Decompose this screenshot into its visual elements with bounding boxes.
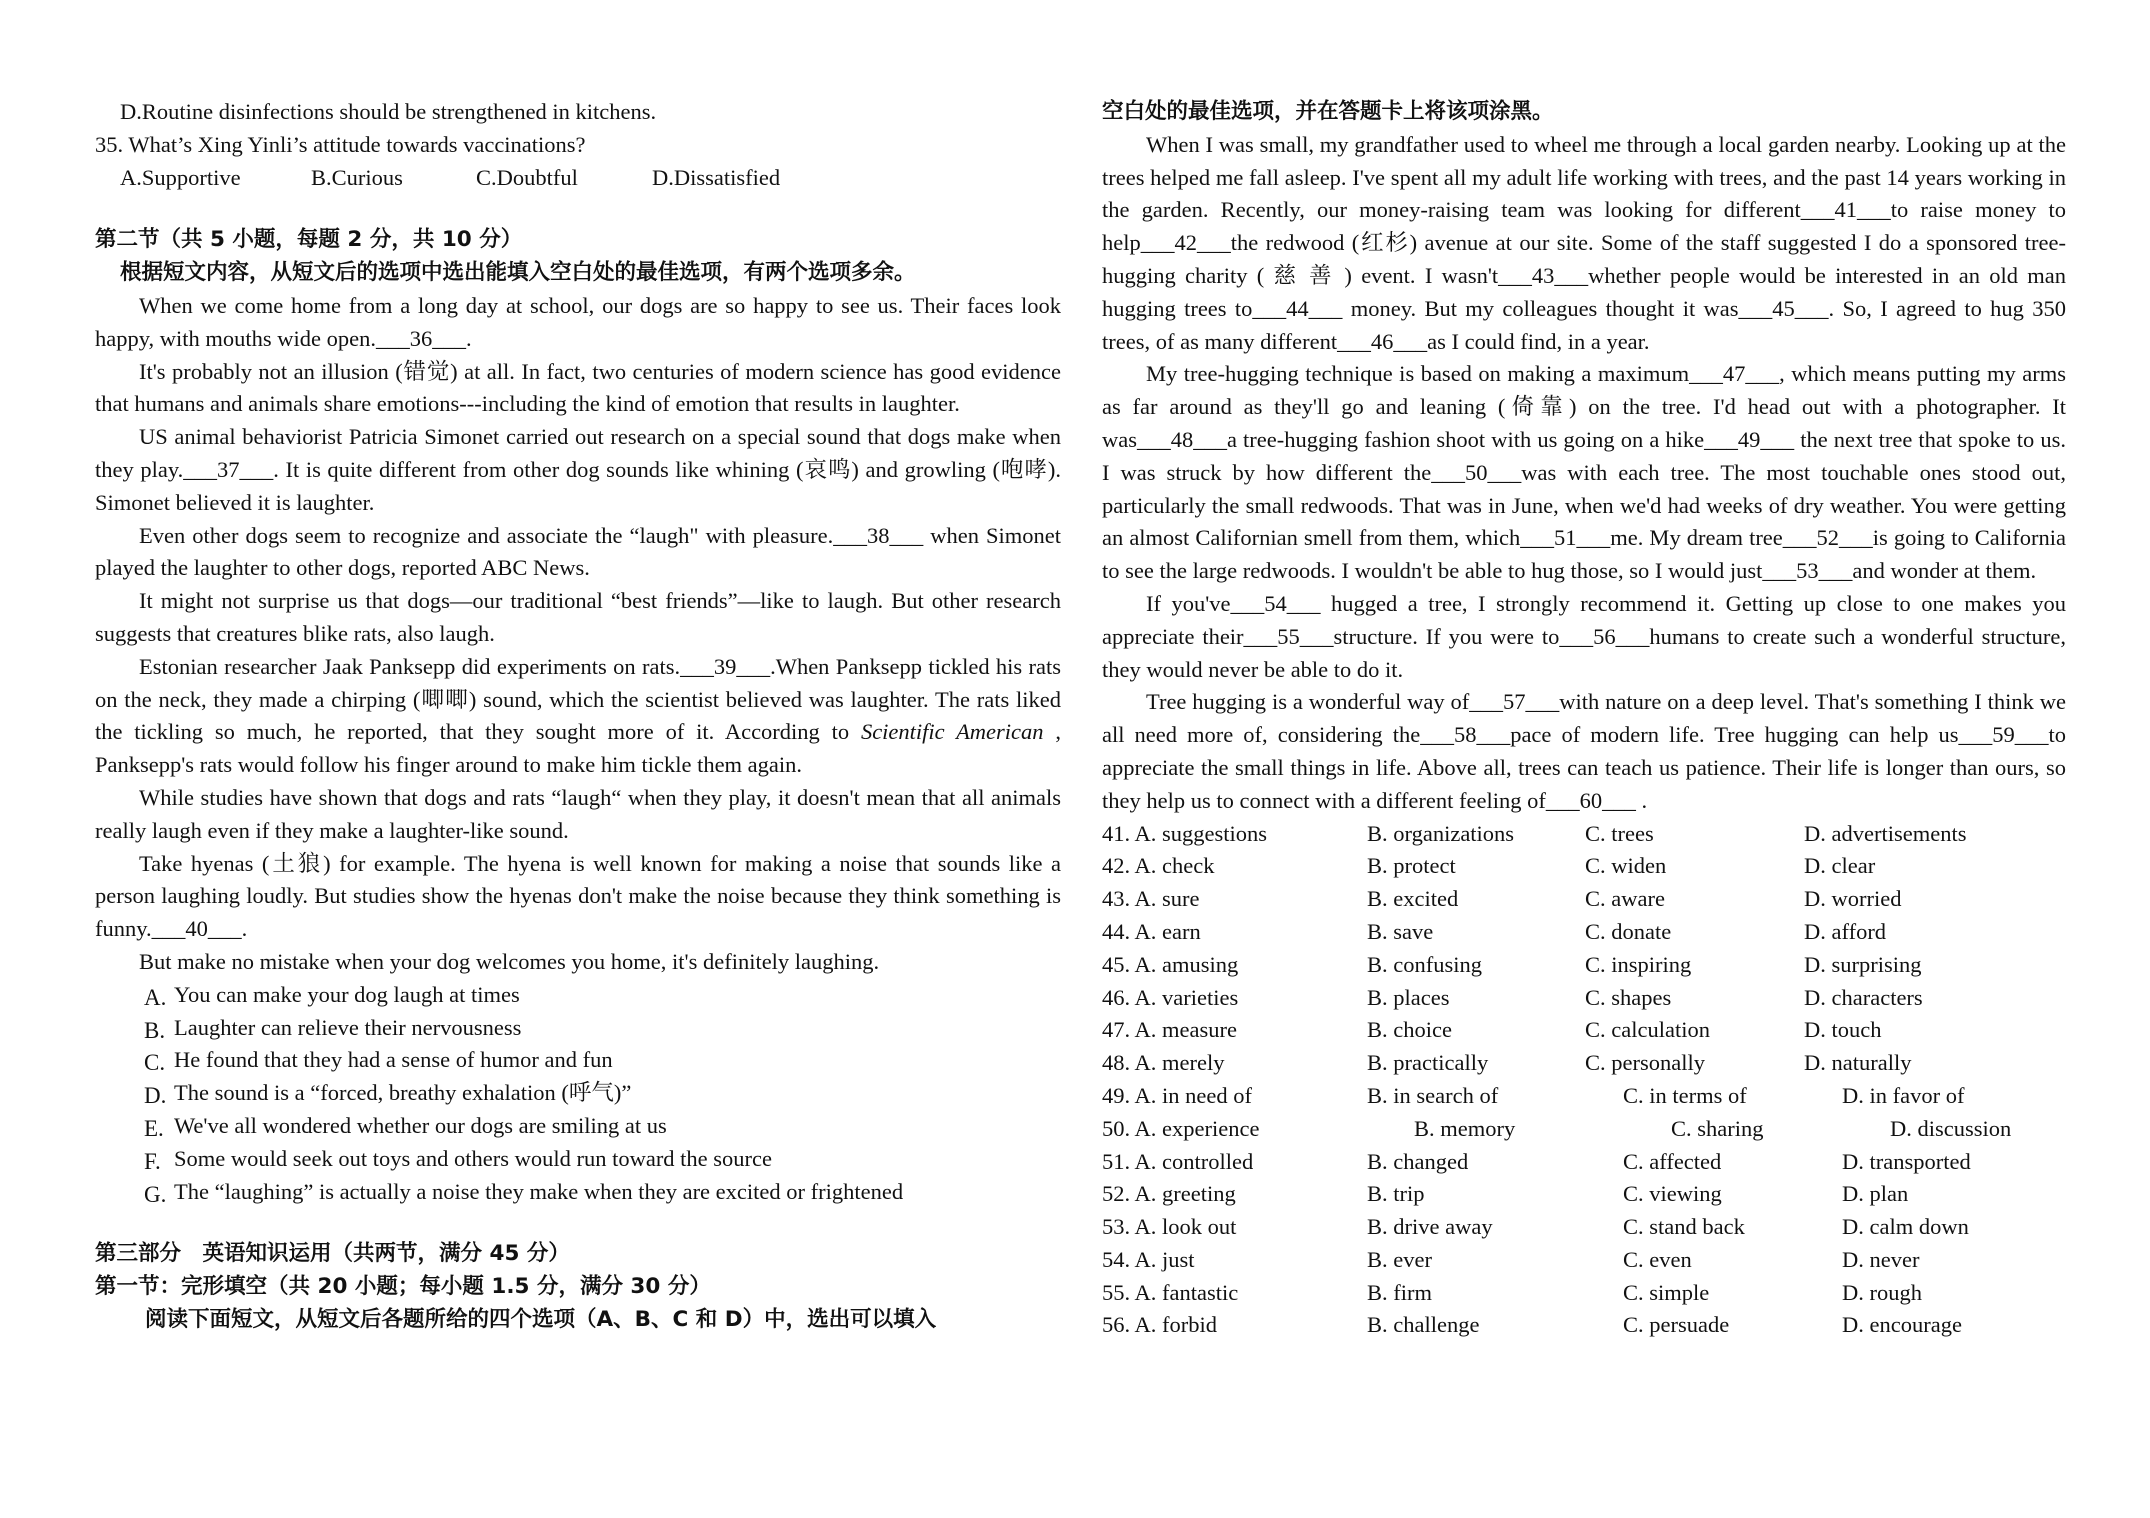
answer-option-d: D. discussion: [1890, 1115, 2012, 1141]
answer-option-b: B. organizations: [1367, 820, 1515, 846]
option-letter: D.: [144, 1083, 167, 1109]
paragraph-text: , Panksepp's rats would follow his finger around to make him tickle them again.: [95, 719, 1061, 778]
spacer: [95, 1208, 1061, 1238]
answer-option-b: B. in search of: [1367, 1082, 1499, 1108]
part-3-instruction: 阅读下面短文，从短文后各题所给的四个选项（A、B、C 和 D）中，选出可以填入: [145, 1306, 937, 1332]
answer-option-d: D. advertisements: [1804, 820, 1967, 846]
answer-option-d: D. clear: [1804, 853, 1876, 879]
passage-paragraph: US animal behaviorist Patricia Simonet carried out research on a special sound that dogs make when they play.___37___. It is quite different from other dog sounds like whining (哀鸣) and growling (咆哮). Simonet believed it is laughter.: [95, 424, 1061, 515]
passage-paragraph: When we come home from a long day at school, our dogs are so happy to see us. Their faces look happy, with mouths wide open.___36___.: [95, 292, 1061, 351]
answer-option-d: D. calm down: [1842, 1214, 1969, 1240]
answer-option-d: D. characters: [1804, 984, 1923, 1010]
answer-option-d: D. touch: [1804, 1017, 1882, 1043]
option-f: [95, 1143, 1061, 1176]
option-text: Laughter can relieve their nervousness: [174, 1014, 522, 1040]
answer-row: [1102, 1047, 2066, 1080]
q35-option-a: A.Supportive: [120, 164, 241, 190]
answer-option-c: C. in terms of: [1623, 1082, 1747, 1108]
answer-option-c: C. personally: [1585, 1050, 1705, 1076]
answer-row: [1102, 1014, 2066, 1047]
section-2-heading: 第二节（共 5 小题，每题 2 分，共 10 分）: [95, 227, 523, 253]
right-column: [1102, 96, 2066, 1342]
option-letter: F.: [144, 1148, 161, 1174]
answer-option-d: D. never: [1842, 1246, 1920, 1272]
answer-row: [1102, 1146, 2066, 1179]
option-text: We've all wondered whether our dogs are smiling at us: [174, 1112, 667, 1138]
answer-option-a: 49. A. in need of: [1102, 1082, 1252, 1108]
answer-option-b: B. firm: [1367, 1279, 1432, 1305]
cloze-paragraph: If you've___54___ hugged a tree, I strongly recommend it. Getting up close to one makes you appreciate their___55___structure. If you were to___56___humans to create such a wonderful structure, they would never be able to do it.: [1102, 590, 2066, 682]
answer-option-b: B. trip: [1367, 1181, 1425, 1207]
answer-option-c: C. shapes: [1585, 984, 1672, 1010]
cloze-paragraph: When I was small, my grandfather used to wheel me through a local garden nearby. Looking up at the trees helped me fall asleep. I've spent all my adult life working with trees, and the past 14 years working in the garden. Recently, our money-raising team was looking for different___41___to raise money to help___42___the redwood (红杉) avenue at our site. Some of the staff suggested I do a sponsored tree-hugging charity ( 慈 善 ) event. I wasn't___43___whether people would be interested in an old man hugging trees to___44___ money. But my colleagues thought it was___45___. So, I agreed to hug 350 trees, of as many different___46___as I could find, in a year.: [1102, 131, 2066, 354]
answer-option-d: D. plan: [1842, 1181, 1909, 1207]
option-letter: C.: [144, 1050, 166, 1076]
paragraph-text: Estonian researcher Jaak Panksepp did experiments on rats.___39___.When Panksepp tickled his rats on the neck, they made a chirping (唧唧) sound, which the scientist believed was laughter. The rats liked the tickling so much, he reported, that they sought more of it. According to: [95, 653, 1061, 745]
answer-option-a: 55. A. fantastic: [1102, 1279, 1239, 1305]
passage-paragraph: But make no mistake when your dog welcomes you home, it's definitely laughing.: [139, 948, 880, 974]
cloze-paragraph: My tree-hugging technique is based on making a maximum___47___, which means putting my arms as far around as they'll go and leaning (倚靠) on the tree. I'd head out with a photographer. It was___48___a tree-hugging fashion shoot with us going on a hike___49___ the next tree that spoke to us. I was struck by how different the___50___was with each tree. The most touchable ones stood out, particularly the small redwoods. That was in June, when we'd had weeks of dry weather. You were getting an almost Californian smell from them, which___51___me. My dream tree___52___is going to California to see the large redwoods. I wouldn't be able to hug those, so I would just___53___and wonder at them.: [1102, 361, 2066, 584]
option-a: [95, 979, 1061, 1012]
answer-option-d: D. worried: [1804, 886, 1902, 912]
answer-row: [1102, 1113, 2066, 1146]
option-text: Some would seek out toys and others would run toward the source: [174, 1145, 773, 1171]
option-text: You can make your dog laugh at times: [174, 981, 520, 1007]
option-text: The sound is a “forced, breathy exhalation (呼气)”: [174, 1080, 632, 1106]
option-b: [95, 1012, 1061, 1045]
answer-option-c: C. trees: [1585, 820, 1654, 846]
passage-paragraph: [95, 651, 1061, 782]
answer-option-a: 44. A. earn: [1102, 918, 1201, 944]
answer-option-a: 41. A. suggestions: [1102, 820, 1268, 846]
answer-option-d: D. encourage: [1842, 1312, 1962, 1338]
answer-option-a: 48. A. merely: [1102, 1050, 1225, 1076]
answer-option-d: D. in favor of: [1842, 1082, 1965, 1108]
q35-option-d: D.Dissatisfied: [652, 164, 781, 190]
passage-paragraph: Even other dogs seem to recognize and associate the “laugh" with pleasure.___38___ when Simonet played the laughter to other dogs, reported ABC News.: [95, 522, 1061, 581]
passage-paragraph: It might not surprise us that dogs—our traditional “best friends”—like to laugh. But other research suggests that creatures blike rats, also laugh.: [95, 588, 1061, 646]
answer-option-d: D. rough: [1842, 1279, 1922, 1305]
cloze-answer-options: [1102, 818, 2066, 1343]
answer-row: [1102, 982, 2066, 1015]
answer-option-b: B. drive away: [1367, 1214, 1493, 1240]
option-letter: G.: [144, 1181, 167, 1207]
answer-option-b: B. ever: [1367, 1246, 1432, 1272]
answer-option-d: D. afford: [1804, 918, 1887, 944]
q35-option-c: C.Doubtful: [476, 164, 578, 190]
spacer: [95, 194, 1061, 224]
passage-paragraph: It's probably not an illusion (错觉) at all. In fact, two centuries of modern science has good evidence that humans and animals share emotions---including the kind of emotion that results in laughter.: [95, 358, 1061, 417]
answer-option-a: 47. A. measure: [1102, 1017, 1237, 1043]
option-text: The “laughing” is actually a noise they make when they are excited or frightened: [174, 1178, 904, 1204]
answer-option-a: 56. A. forbid: [1102, 1312, 1217, 1338]
answer-row: [1102, 1277, 2066, 1310]
answer-row: [1102, 818, 2066, 851]
seven-choice-options: [95, 979, 1061, 1209]
passage-paragraph: While studies have shown that dogs and rats “laugh“ when they play, it doesn't mean that all animals really laugh even if they make a laughter-like sound.: [95, 784, 1061, 843]
option-letter: E.: [144, 1115, 164, 1141]
answer-row: [1102, 1080, 2066, 1113]
answer-option-c: C. sharing: [1671, 1115, 1764, 1141]
answer-option-c: C. stand back: [1623, 1214, 1745, 1240]
passage-paragraph: Take hyenas (土狼) for example. The hyena is well known for making a noise that sounds like a person laughing loudly. But studies show the hyenas don't make the noise because they think something is funny.___40___.: [95, 850, 1061, 942]
instruction-continued: 空白处的最佳选项，并在答题卡上将该项涂黑。: [1102, 99, 1554, 124]
answer-row: [1102, 883, 2066, 916]
answer-option-c: C. affected: [1623, 1148, 1722, 1174]
answer-row: [1102, 1244, 2066, 1277]
answer-row: [1102, 916, 2066, 949]
answer-option-b: B. memory: [1414, 1115, 1516, 1141]
answer-row: [1102, 1309, 2066, 1342]
option-e: [95, 1110, 1061, 1143]
answer-option-b: B. challenge: [1367, 1312, 1480, 1338]
answer-option-a: 45. A. amusing: [1102, 951, 1239, 977]
answer-option-c: C. viewing: [1623, 1181, 1722, 1207]
answer-option-b: B. changed: [1367, 1148, 1469, 1174]
publication-name: Scientific American: [860, 719, 1044, 745]
answer-option-a: 42. A. check: [1102, 853, 1215, 879]
question-34-option-d: D.Routine disinfections should be strengthened in kitchens.: [120, 99, 657, 124]
answer-row: [1102, 949, 2066, 982]
answer-option-a: 51. A. controlled: [1102, 1148, 1254, 1174]
section-2-instruction: 根据短文内容，从短文后的选项中选出能填入空白处的最佳选项，有两个选项多余。: [120, 260, 916, 286]
answer-option-a: 53. A. look out: [1102, 1214, 1237, 1240]
question-35-stem: 35. What’s Xing Yinli’s attitude towards vaccinations?: [95, 131, 586, 157]
answer-option-c: C. persuade: [1623, 1312, 1730, 1338]
answer-option-c: C. inspiring: [1585, 951, 1692, 977]
cloze-paragraph: Tree hugging is a wonderful way of___57___with nature on a deep level. That's something I think we all need more of, considering the___58___pace of modern life. Tree hugging can help us___59___to appreciate the small things in life. Above all, trees can teach us patience. Their life is longer than ours, so they help us to connect with a different feeling of___60___ .: [1102, 689, 2066, 813]
option-letter: B.: [144, 1017, 166, 1043]
answer-option-a: 54. A. just: [1102, 1246, 1195, 1272]
answer-option-c: C. widen: [1585, 853, 1667, 879]
answer-row: [1102, 1178, 2066, 1211]
answer-option-b: B. protect: [1367, 853, 1456, 879]
left-column: [95, 96, 1061, 1337]
answer-option-b: B. choice: [1367, 1017, 1452, 1043]
answer-option-d: D. surprising: [1804, 951, 1922, 977]
option-g: [95, 1176, 1061, 1209]
option-text: He found that they had a sense of humor and fun: [174, 1047, 613, 1073]
answer-option-c: C. even: [1623, 1246, 1692, 1272]
q35-option-b: B.Curious: [311, 164, 403, 190]
part-3-section-1-heading: 第一节：完形填空（共 20 小题；每小题 1.5 分，满分 30 分）: [95, 1274, 711, 1300]
answer-row: [1102, 1211, 2066, 1244]
answer-option-a: 46. A. varieties: [1102, 984, 1239, 1010]
answer-option-b: B. confusing: [1367, 951, 1482, 977]
answer-option-c: C. simple: [1623, 1279, 1710, 1305]
answer-option-a: 50. A. experience: [1102, 1115, 1260, 1141]
answer-option-c: C. donate: [1585, 918, 1672, 944]
option-d: [95, 1077, 1061, 1110]
answer-row: [1102, 850, 2066, 883]
question-35-options: [95, 162, 1061, 195]
answer-option-c: C. aware: [1585, 886, 1665, 912]
answer-option-d: D. naturally: [1804, 1050, 1912, 1076]
answer-option-a: 52. A. greeting: [1102, 1181, 1236, 1207]
answer-option-b: B. excited: [1367, 886, 1459, 912]
answer-option-b: B. places: [1367, 984, 1450, 1010]
part-3-heading: 第三部分 英语知识运用（共两节，满分 45 分）: [95, 1241, 570, 1267]
answer-option-d: D. transported: [1842, 1148, 1971, 1174]
option-letter: A.: [144, 984, 167, 1010]
option-c: [95, 1044, 1061, 1077]
answer-option-b: B. save: [1367, 918, 1434, 944]
answer-option-a: 43. A. sure: [1102, 886, 1200, 912]
answer-option-b: B. practically: [1367, 1050, 1489, 1076]
answer-option-c: C. calculation: [1585, 1017, 1710, 1043]
